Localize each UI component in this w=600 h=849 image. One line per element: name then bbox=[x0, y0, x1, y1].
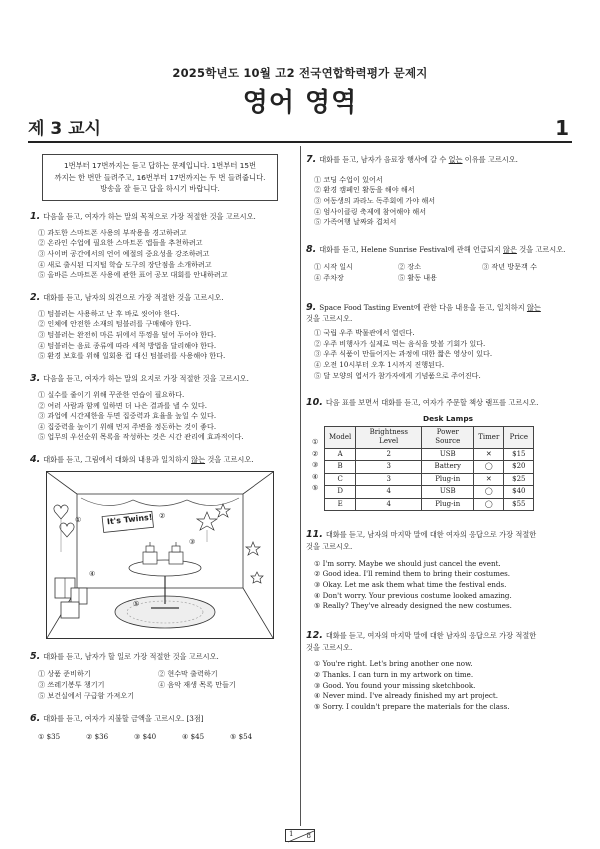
question-text-underlined: 않는 bbox=[191, 455, 206, 465]
table-cell: E bbox=[325, 498, 356, 510]
answer-option[interactable]: ④ 주차장 bbox=[314, 273, 344, 283]
question-text: 것을 고르시오. bbox=[306, 541, 353, 551]
answer-option[interactable]: ⑤ 달 모양의 엽서가 참가자에게 기념품으로 주어진다. bbox=[314, 370, 481, 380]
question-number: 11. bbox=[306, 529, 323, 541]
table-cell: ◯ bbox=[474, 486, 504, 498]
question-text: 다음 표를 보면서 대화를 듣고, 여자가 주문할 책상 램프를 고르시오. bbox=[325, 398, 539, 408]
question-stem bbox=[30, 454, 292, 467]
table-cell: $20 bbox=[504, 461, 534, 473]
answer-option[interactable]: ⑤ 업무의 우선순위 목록을 작성하는 것은 시간 관리에 효과적이다. bbox=[38, 432, 244, 442]
table-cell: C bbox=[325, 473, 356, 485]
table-cell: Plug-in bbox=[422, 473, 474, 485]
question-6 bbox=[30, 713, 292, 742]
answer-option[interactable]: ③ Okay. Let me ask them what time the festival ends. bbox=[314, 579, 507, 589]
desk-lamps-table-wrap bbox=[306, 426, 572, 511]
table-title: Desk Lamps bbox=[422, 414, 474, 424]
picture-label: ③ bbox=[189, 537, 196, 546]
answer-option[interactable]: ② 우주 비행사가 실제로 먹는 음식을 맛볼 기회가 있다. bbox=[314, 338, 486, 348]
table-row bbox=[325, 486, 534, 498]
answer-option[interactable]: ② 환경 캠페인 활동을 해야 해서 bbox=[314, 185, 415, 195]
question-4 bbox=[30, 454, 292, 639]
question-number: 10. bbox=[306, 397, 323, 409]
question-text: 대화를 듣고, 그림에서 대화의 내용과 일치하지 bbox=[43, 455, 192, 465]
question-text: 것을 고르시오. bbox=[306, 642, 353, 652]
question-text: 대화를 듣고, 여자가 지불할 금액을 고르시오. [3점] bbox=[43, 713, 204, 723]
instructions-line: 방송을 잘 듣고 답을 하시기 바랍니다. bbox=[100, 184, 220, 194]
question-text: Space Food Tasting Event에 관한 다음 내용을 듣고, 일치하지 bbox=[319, 302, 527, 312]
table-cell: ◯ bbox=[474, 461, 504, 473]
question-stem bbox=[30, 211, 292, 224]
question-10 bbox=[306, 397, 572, 511]
answer-option[interactable]: ④ $45 bbox=[182, 731, 205, 741]
instructions-line: 1번부터 17번까지는 듣고 답하는 문제입니다. 1번부터 15번 bbox=[63, 161, 257, 170]
answer-option[interactable]: ③ $40 bbox=[134, 731, 157, 741]
question-text: 것을 고르시오. bbox=[516, 245, 566, 255]
answer-option[interactable]: ① 텀블러는 사용하고 난 후 바로 씻어야 한다. bbox=[38, 308, 180, 318]
column-header: Price bbox=[504, 427, 534, 449]
answer-option[interactable]: ④ 오전 10시부터 오후 1시까지 진행된다. bbox=[314, 359, 445, 369]
answer-option[interactable]: ① 상품 준비하기 bbox=[38, 668, 91, 678]
left-column bbox=[30, 154, 292, 753]
question-11 bbox=[306, 529, 572, 612]
answer-option[interactable]: ③ 우주 식품이 만들어지는 과정에 대한 짧은 영상이 있다. bbox=[314, 349, 493, 359]
table-header-row bbox=[325, 427, 534, 449]
page-number: 1 bbox=[555, 116, 569, 140]
picture-label: ④ bbox=[89, 569, 96, 578]
answer-option[interactable]: ③ Good. You found your missing sketchbook. bbox=[314, 680, 476, 690]
question-8 bbox=[306, 244, 572, 284]
answer-option[interactable]: ① 국립 우주 박물관에서 열린다. bbox=[314, 328, 415, 338]
answer-option[interactable]: ① 실수를 줄이기 위해 꾸준한 연습이 필요하다. bbox=[38, 389, 185, 399]
question-number: 8. bbox=[306, 244, 317, 256]
question-stem bbox=[30, 292, 292, 305]
answer-option[interactable]: ① $35 bbox=[38, 731, 61, 741]
table-cell: USB bbox=[422, 448, 474, 460]
table-cell: ✕ bbox=[474, 473, 504, 485]
question-text: 대화를 듣고, 남자가 할 일로 가장 적절한 것을 고르시오. bbox=[43, 651, 219, 661]
answer-option[interactable]: ⑤ Sorry. I couldn't prepare the materials for the class. bbox=[314, 701, 510, 711]
answer-option[interactable]: ④ 집중력을 높이기 위해 먼저 주변을 정돈하는 것이 좋다. bbox=[38, 421, 217, 431]
question-text: 다음을 듣고, 여자가 하는 말의 목적으로 가장 적절한 것을 고르시오. bbox=[43, 212, 256, 222]
question-7 bbox=[306, 154, 572, 228]
row-label[interactable]: ④ bbox=[312, 472, 319, 481]
row-label[interactable]: ⑤ bbox=[312, 484, 319, 493]
answer-option[interactable]: ① You're right. Let's bring another one now. bbox=[314, 659, 473, 669]
answer-option[interactable]: ⑤ 가족여행 날짜와 겹쳐서 bbox=[314, 217, 397, 227]
question-text-underlined: 않는 bbox=[526, 302, 541, 312]
question-number: 7. bbox=[306, 154, 317, 165]
answer-option[interactable]: ⑤ Really? They've already designed the new costumes. bbox=[314, 601, 512, 611]
answer-option[interactable]: ④ 텀블러는 음료 종류에 따라 세척 방법을 달리해야 한다. bbox=[38, 340, 217, 350]
answer-option[interactable]: ④ 엄사이클링 축제에 참여해야 해서 bbox=[314, 206, 427, 216]
question-stem bbox=[306, 154, 572, 167]
answer-option[interactable]: ③ 사이버 공간에서의 언어 예절의 중요성을 강조하려고 bbox=[38, 249, 210, 259]
answer-option[interactable]: ① 시작 일시 bbox=[314, 261, 354, 271]
answer-option[interactable]: ⑤ 올바른 스마트폰 사용에 관한 표어 공모 대회를 안내하려고 bbox=[38, 270, 228, 280]
page-indicator bbox=[285, 829, 315, 842]
right-column bbox=[306, 154, 572, 724]
question-stem bbox=[30, 373, 292, 386]
question-text: 대화를 듣고, 남자가 음료장 행사에 갈 수 bbox=[319, 155, 449, 164]
question-text: 것을 고르시오. bbox=[205, 455, 254, 465]
answer-option[interactable]: ② 여러 사람과 함께 일하면 더 나은 결과를 낼 수 있다. bbox=[38, 400, 207, 410]
answer-option[interactable]: ⑤ 활동 내용 bbox=[398, 273, 438, 283]
table-cell: Plug-in bbox=[422, 498, 474, 510]
table-cell: Battery bbox=[422, 461, 474, 473]
question-number: 4. bbox=[30, 454, 41, 466]
question-text: 대화를 듣고, 남자의 마지막 말에 대한 여자의 응답으로 가장 적절한 bbox=[325, 530, 537, 540]
question-stem bbox=[306, 397, 572, 410]
answer-option[interactable]: ④ 새로 출시된 디지털 학습 도구의 장단점을 소개하려고 bbox=[38, 259, 212, 269]
question-text-underlined: 없는 bbox=[448, 155, 463, 164]
answer-option[interactable]: ③ 작년 방문객 수 bbox=[482, 261, 537, 271]
current-page: 1 bbox=[289, 830, 294, 838]
question-3 bbox=[30, 373, 292, 443]
question-number: 3. bbox=[30, 373, 41, 385]
table-cell: 4 bbox=[356, 486, 422, 498]
question-text: 것을 고르시오. bbox=[306, 314, 353, 324]
question-number: 12. bbox=[306, 629, 323, 641]
question-number: 2. bbox=[30, 292, 41, 304]
column-header: Model bbox=[325, 427, 356, 449]
column-header: Power Source bbox=[422, 427, 474, 449]
picture-label: ① bbox=[75, 515, 82, 524]
question-number: 1. bbox=[30, 211, 41, 223]
question-text: 대화를 듣고, Helene Sunrise Festival에 관해 언급되지 bbox=[319, 245, 504, 255]
table-row bbox=[325, 448, 534, 460]
table-cell: 3 bbox=[356, 473, 422, 485]
total-pages: 8 bbox=[306, 831, 311, 840]
answer-option[interactable]: ④ Never mind. I've already finished my art project. bbox=[314, 691, 498, 701]
table-row-labels bbox=[312, 437, 318, 495]
picture-label: ⑤ bbox=[133, 599, 140, 608]
period-label: 제 3 교시 bbox=[28, 119, 101, 139]
answer-option[interactable]: ④ Don't worry. Your previous costume looked amazing. bbox=[314, 590, 512, 600]
row-label[interactable]: ② bbox=[312, 449, 319, 458]
table-row bbox=[325, 473, 534, 485]
row-label[interactable]: ③ bbox=[312, 461, 319, 470]
party-room-drawing bbox=[47, 472, 273, 638]
table-cell: D bbox=[325, 486, 356, 498]
table-cell: 4 bbox=[356, 498, 422, 510]
table-cell: 2 bbox=[356, 448, 422, 460]
answer-option[interactable]: ③ 여동생의 과라노 독주회에 가야 해서 bbox=[314, 196, 436, 206]
table-cell: USB bbox=[422, 486, 474, 498]
column-divider bbox=[300, 146, 301, 826]
column-header: Timer bbox=[474, 427, 504, 449]
answer-option[interactable]: ① 과도한 스마트폰 사용의 부작용을 경고하려고 bbox=[38, 227, 187, 237]
question-stem bbox=[306, 630, 572, 653]
question-2 bbox=[30, 292, 292, 362]
question-number: 6. bbox=[30, 712, 41, 724]
table-row bbox=[325, 498, 534, 510]
desk-lamps-table bbox=[324, 426, 534, 511]
subject-title: 영어 영역 bbox=[242, 88, 358, 118]
question-text: 대화를 듣고, 남자의 의견으로 가장 적절한 것을 고르시오. bbox=[43, 293, 224, 303]
answer-option[interactable]: ⑤ 보건실에서 구급함 가져오기 bbox=[38, 691, 135, 701]
answer-option[interactable]: ③ 쓰레기봉투 챙기기 bbox=[38, 680, 105, 690]
question-text: 대화를 듣고, 여자의 마지막 말에 대한 남자의 응답으로 가장 적절한 bbox=[325, 630, 537, 640]
picture-label: ② bbox=[159, 511, 166, 520]
question-text: 이유를 고르시오. bbox=[462, 155, 518, 164]
question-number: 9. bbox=[306, 301, 317, 313]
table-cell: $15 bbox=[504, 448, 534, 460]
answer-option[interactable]: ③ 과업에 시간제한을 두면 집중력과 효율을 높일 수 있다. bbox=[38, 411, 217, 421]
question-stem bbox=[306, 302, 572, 325]
question-stem bbox=[306, 244, 572, 257]
answer-option[interactable]: ① I'm sorry. Maybe we should just cancel the event. bbox=[314, 558, 501, 568]
table-row bbox=[325, 461, 534, 473]
instructions-box bbox=[42, 154, 278, 201]
exam-title: 2025학년도 10월 고2 전국연합학력평가 문제지 bbox=[172, 66, 428, 80]
question-stem bbox=[30, 651, 292, 664]
answer-option[interactable]: ② Thanks. I can turn in my artwork on time. bbox=[314, 670, 474, 680]
answer-option[interactable]: ⑤ $54 bbox=[230, 731, 253, 741]
table-cell: ◯ bbox=[474, 498, 504, 510]
party-room-illustration bbox=[46, 471, 274, 639]
answer-option[interactable]: ② 장소 bbox=[398, 261, 422, 271]
question-text-underlined: 않은 bbox=[503, 245, 517, 255]
banner-text: It's Twins! bbox=[106, 512, 153, 527]
answer-option[interactable]: ② 온라인 수업에 필요한 스마트폰 앱들을 추천하려고 bbox=[38, 238, 203, 248]
table-cell: ✕ bbox=[474, 448, 504, 460]
table-cell: B bbox=[325, 461, 356, 473]
table-cell: $25 bbox=[504, 473, 534, 485]
question-12 bbox=[306, 630, 572, 713]
answer-option[interactable]: ② 인체에 안전한 소재의 텀블러를 구매해야 한다. bbox=[38, 319, 192, 329]
table-cell: 3 bbox=[356, 461, 422, 473]
answer-option[interactable]: ① 코딩 수업이 있어서 bbox=[314, 174, 383, 184]
question-number: 5. bbox=[30, 650, 41, 662]
question-1 bbox=[30, 211, 292, 281]
question-text: 다음을 듣고, 여자가 하는 말의 요지로 가장 적절한 것을 고르시오. bbox=[43, 374, 249, 384]
table-cell: $40 bbox=[504, 486, 534, 498]
instructions-line: 까지는 한 번만 들려주고, 16번부터 17번까지는 두 번 들려줍니다. bbox=[54, 172, 266, 182]
answer-option[interactable]: ② Good idea. I'll remind them to bring their costumes. bbox=[314, 569, 511, 579]
row-label[interactable]: ① bbox=[312, 438, 319, 447]
question-stem bbox=[306, 529, 572, 552]
question-5 bbox=[30, 651, 292, 702]
answer-option[interactable]: ② 현수막 출력하기 bbox=[158, 668, 218, 678]
table-cell: A bbox=[325, 448, 356, 460]
question-stem bbox=[30, 713, 292, 726]
answer-option[interactable]: ③ 텀블러는 완전히 마른 뒤에서 뚜껑을 덮어 두어야 한다. bbox=[38, 330, 217, 340]
answer-option[interactable]: ② $36 bbox=[86, 731, 109, 741]
table-cell: $55 bbox=[504, 498, 534, 510]
question-9 bbox=[306, 302, 572, 382]
answer-option[interactable]: ④ 음악 재생 목록 만들기 bbox=[158, 680, 236, 690]
header-divider bbox=[28, 141, 572, 143]
column-header: Brightness Level bbox=[356, 427, 422, 449]
answer-option[interactable]: ⑤ 환경 보호를 위해 일회용 컵 대신 텀블러를 사용해야 한다. bbox=[38, 351, 226, 361]
